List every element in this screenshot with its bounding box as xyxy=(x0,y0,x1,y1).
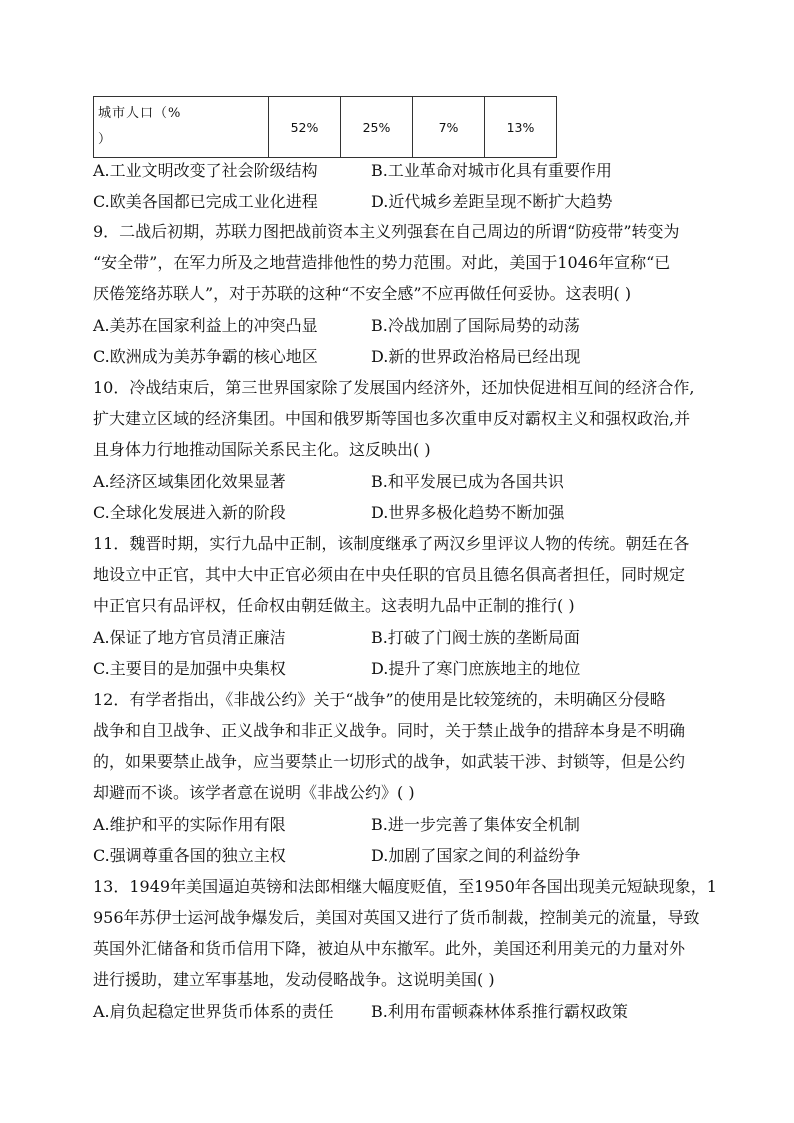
q8-option-a: A.工业文明改变了社会阶级结构 xyxy=(93,161,318,180)
urban-population-table xyxy=(93,96,557,158)
q10-option-a: A.经济区域集团化效果显著 xyxy=(93,472,286,491)
q10-option-d: D.世界多极化趋势不断加强 xyxy=(371,503,565,522)
q9-stem-line: 9．二战后初期，苏联力图把战前资本主义列强套在自己周边的所谓“防疫带”转变为 xyxy=(93,222,680,241)
q10-stem-line: 扩大建立区域的经济集团。中国和俄罗斯等国也多次重申反对霸权主义和强权政治,并 xyxy=(93,409,691,428)
q9-option-d: D.新的世界政治格局已经出现 xyxy=(371,347,581,366)
q9-stem-line: 厌倦笼络苏联人”，对于苏联的这种“不安全感”不应再做任何妥协。这表明( ) xyxy=(93,284,632,303)
q12-option-d: D.加剧了国家之间的利益纷争 xyxy=(371,846,581,865)
table-cell: 7% xyxy=(413,97,485,158)
q11-option-b: B.打破了门阀士族的垄断局面 xyxy=(371,628,580,647)
q9-option-b: B.冷战加剧了国际局势的动荡 xyxy=(371,316,580,335)
q12-option-a: A.维护和平的实际作用有限 xyxy=(93,815,286,834)
q12-stem-line: 的，如果要禁止战争，应当要禁止一切形式的战争，如武装干涉、封锁等，但是公约 xyxy=(93,752,686,771)
q9-option-a: A.美苏在国家利益上的冲突凸显 xyxy=(93,316,318,335)
q11-stem-line: 地设立中正官，其中大中正官必须由在中央任职的官员且德名俱高者担任，同时规定 xyxy=(93,565,686,584)
table-row xyxy=(94,97,557,158)
table-cell: 13% xyxy=(485,97,557,158)
row-header-urban-population xyxy=(94,97,269,158)
q12-stem-line: 12．有学者指出，《非战公约》关于“战争”的使用是比较笼统的，未明确区分侵略 xyxy=(93,690,666,709)
q11-stem-line: 中正官只有品评权，任命权由朝廷做主。这表明九品中正制的推行( ) xyxy=(93,596,575,615)
q13-option-a: A.肩负起稳定世界货币体系的责任 xyxy=(93,1002,334,1021)
q8-option-b: B.工业革命对城市化具有重要作用 xyxy=(371,161,612,180)
table-cell: 25% xyxy=(341,97,413,158)
q13-option-b: B.利用布雷顿森林体系推行霸权政策 xyxy=(371,1002,628,1021)
table-cell: 52% xyxy=(269,97,341,158)
q13-stem-line: 进行援助，建立军事基地，发动侵略战争。这说明美国( ) xyxy=(93,970,495,989)
q11-option-c: C.主要目的是加强中央集权 xyxy=(93,659,286,678)
q10-stem-line: 且身体力行地推动国际关系民主化。这反映出( ) xyxy=(93,440,431,459)
row-header-line-1: 城市人口（% xyxy=(98,106,182,121)
q11-option-d: D.提升了寒门庶族地主的地位 xyxy=(371,659,581,678)
q9-stem-line: “安全带”，在军力所及之地营造排他性的势力范围。对此，美国于1046年宣称“已 xyxy=(93,253,671,272)
q10-option-b: B.和平发展已成为各国共识 xyxy=(371,472,564,491)
q11-option-a: A.保证了地方官员清正廉洁 xyxy=(93,628,286,647)
q13-stem-line: 956年苏伊士运河战争爆发后，美国对英国又进行了货币制裁，控制美元的流量，导致 xyxy=(93,908,700,927)
row-header-line-2: ） xyxy=(98,132,113,147)
q9-option-c: C.欧洲成为美苏争霸的核心地区 xyxy=(93,347,318,366)
q13-stem-line: 英国外汇储备和货币信用下降，被迫从中东撤军。此外，美国还利用美元的力量对外 xyxy=(93,939,686,958)
q8-option-d: D.近代城乡差距呈现不断扩大趋势 xyxy=(371,192,613,211)
q10-option-c: C.全球化发展进入新的阶段 xyxy=(93,503,286,522)
q12-option-c: C.强调尊重各国的独立主权 xyxy=(93,846,286,865)
q12-stem-line: 战争和自卫战争、正义战争和非正义战争。同时，关于禁止战争的措辞本身是不明确 xyxy=(93,721,686,740)
q12-option-b: B.进一步完善了集体安全机制 xyxy=(371,815,580,834)
q11-stem-line: 11．魏晋时期，实行九品中正制，该制度继承了两汉乡里评议人物的传统。朝廷在各 xyxy=(93,534,690,553)
q12-stem-line: 却避而不谈。该学者意在说明《非战公约》( ) xyxy=(93,783,415,802)
q8-option-c: C.欧美各国都已完成工业化进程 xyxy=(93,192,318,211)
q13-stem-line: 13．1949年美国逼迫英镑和法郎相继大幅度贬值，至1950年各国出现美元短缺现象，1 xyxy=(93,877,717,896)
q10-stem-line: 10．冷战结束后，第三世界国家除了发展国内经济外，还加快促进相互间的经济合作, xyxy=(93,378,695,397)
